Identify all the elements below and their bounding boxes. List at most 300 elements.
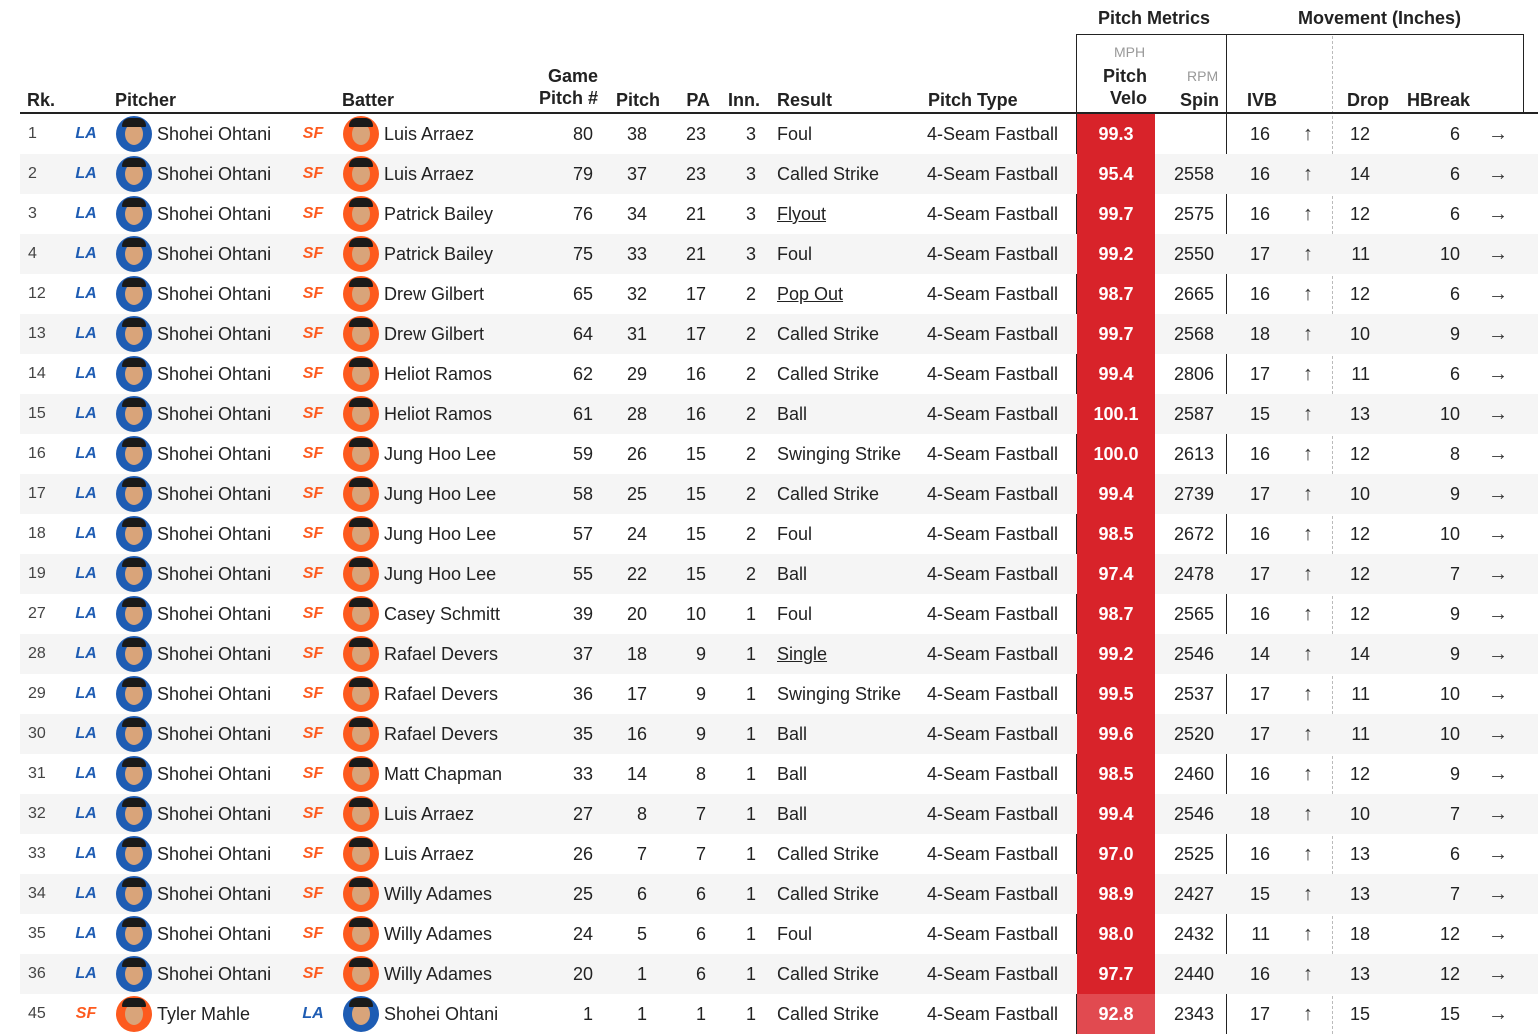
pa-cell: 21 (685, 244, 706, 264)
pitcher-avatar (116, 436, 152, 472)
pitcher-name[interactable]: Shohei Ohtani (157, 204, 272, 224)
up-arrow-icon: ↑ (1303, 843, 1313, 865)
pitcher-name[interactable]: Shohei Ohtani (157, 644, 272, 664)
table-row[interactable] (20, 354, 1538, 394)
spin-cell: 2550 (1173, 244, 1214, 264)
inn-cell: 2 (745, 524, 756, 544)
batter-name[interactable]: Jung Hoo Lee (384, 444, 497, 464)
right-arrow-icon: → (1488, 1003, 1508, 1025)
drop-cell: 14 (1349, 644, 1370, 664)
batter-name[interactable]: Jung Hoo Lee (384, 484, 497, 504)
table-row[interactable] (20, 474, 1538, 514)
rank-cell: 31 (28, 765, 46, 782)
velo-cell: 99.6 (1077, 714, 1155, 754)
drop-cell: 12 (1349, 124, 1370, 144)
spin-cell: 2525 (1173, 844, 1214, 864)
inn-cell: 1 (745, 724, 756, 744)
table-row[interactable] (20, 634, 1538, 674)
spin-cell: 2537 (1173, 684, 1214, 704)
result-cell: Foul (777, 524, 813, 544)
pitcher-avatar (116, 596, 152, 632)
spin-cell: 2558 (1173, 164, 1214, 184)
pitch-cell: 34 (626, 204, 647, 224)
table-row[interactable] (20, 434, 1538, 474)
pitcher-team-logo-icon: LA (75, 205, 97, 222)
game-pitch-cell: 36 (572, 684, 593, 704)
pitch-type-cell: 4-Seam Fastball (927, 444, 1059, 464)
pitcher-name[interactable]: Shohei Ohtani (157, 324, 272, 344)
batter-name[interactable]: Luis Arraez (384, 124, 475, 144)
velo-cell: 97.0 (1077, 834, 1155, 874)
inn-cell: 1 (745, 804, 756, 824)
batter-team-logo-icon: SF (302, 165, 324, 182)
table-row[interactable] (20, 994, 1538, 1034)
pitcher-avatar (116, 756, 152, 792)
pitcher-name[interactable]: Shohei Ohtani (157, 684, 272, 704)
pa-cell: 17 (685, 324, 706, 344)
rank-cell: 45 (28, 1005, 46, 1022)
pitcher-name[interactable]: Shohei Ohtani (157, 244, 272, 264)
table-row[interactable] (20, 114, 1538, 154)
table-row[interactable] (20, 274, 1538, 314)
up-arrow-icon: ↑ (1303, 483, 1313, 505)
avatar-cap (122, 678, 146, 687)
batter-avatar (343, 636, 379, 672)
batter-name[interactable]: Luis Arraez (384, 164, 475, 184)
avatar-cap (122, 358, 146, 367)
table-row[interactable] (20, 874, 1538, 914)
col-spin[interactable]: Spin (1180, 90, 1219, 110)
up-arrow-icon: ↑ (1303, 283, 1313, 305)
velo-cell: 99.2 (1077, 234, 1155, 274)
velo-cell: 99.7 (1077, 194, 1155, 234)
pa-cell: 6 (695, 924, 706, 944)
pitch-cell: 16 (626, 724, 647, 744)
batter-avatar (343, 916, 379, 952)
pitcher-team-logo-icon: LA (75, 805, 97, 822)
batter-team-logo-icon: SF (302, 845, 324, 862)
pitcher-avatar (116, 236, 152, 272)
pitcher-name[interactable]: Shohei Ohtani (157, 524, 272, 544)
game-pitch-cell: 20 (572, 964, 593, 984)
batter-team-logo-icon: SF (302, 405, 324, 422)
avatar-cap (349, 958, 373, 967)
pitch-type-cell: 4-Seam Fastball (927, 724, 1059, 744)
pitch-cell: 7 (636, 844, 647, 864)
pa-cell: 15 (685, 524, 706, 544)
table-row[interactable] (20, 314, 1538, 354)
col-rk[interactable]: Rk. (27, 90, 56, 110)
pitch-type-cell: 4-Seam Fastball (927, 324, 1059, 344)
inn-cell: 1 (745, 684, 756, 704)
game-pitch-cell: 57 (572, 524, 593, 544)
batter-avatar (343, 676, 379, 712)
col-pitch-velo[interactable] (1087, 65, 1147, 109)
table-row[interactable] (20, 834, 1538, 874)
table-row[interactable] (20, 514, 1538, 554)
ivb-cell: 17 (1249, 484, 1270, 504)
pitcher-name[interactable]: Shohei Ohtani (157, 804, 272, 824)
batter-avatar (343, 156, 379, 192)
batter-name[interactable]: Luis Arraez (384, 804, 475, 824)
avatar-cap (349, 478, 373, 487)
pa-cell: 10 (685, 604, 706, 624)
col-pa[interactable]: PA (686, 90, 710, 110)
batter-name[interactable]: Drew Gilbert (384, 284, 485, 304)
result-cell[interactable]: Single (777, 644, 828, 664)
rank-cell: 16 (28, 445, 46, 462)
ivb-cell: 17 (1249, 724, 1270, 744)
batter-avatar (343, 396, 379, 432)
pitcher-name[interactable]: Shohei Ohtani (157, 124, 272, 144)
spin-cell: 2478 (1173, 564, 1214, 584)
hbreak-cell: 12 (1439, 924, 1460, 944)
rank-cell: 36 (28, 965, 46, 982)
ivb-cell: 16 (1249, 524, 1270, 544)
pitcher-name[interactable]: Shohei Ohtani (157, 484, 272, 504)
pitcher-avatar (116, 996, 152, 1032)
pa-cell: 9 (695, 644, 706, 664)
game-pitch-cell: 64 (572, 324, 593, 344)
table-row[interactable] (20, 394, 1538, 434)
batter-name[interactable]: Rafael Devers (384, 644, 499, 664)
up-arrow-icon: ↑ (1303, 923, 1313, 945)
avatar-cap (122, 598, 146, 607)
game-pitch-cell: 24 (572, 924, 593, 944)
pitcher-name[interactable]: Shohei Ohtani (157, 964, 272, 984)
pitcher-team-logo-icon: LA (75, 725, 97, 742)
result-cell: Swinging Strike (777, 444, 902, 464)
up-arrow-icon: ↑ (1303, 723, 1313, 745)
pa-cell: 7 (695, 844, 706, 864)
pa-cell: 16 (685, 364, 706, 384)
avatar-cap (349, 158, 373, 167)
batter-name[interactable]: Rafael Devers (384, 724, 499, 744)
drop-cell: 12 (1349, 764, 1370, 784)
col-pitch-type[interactable]: Pitch Type (928, 90, 1018, 110)
pitch-type-cell: 4-Seam Fastball (927, 644, 1059, 664)
pitch-cell: 33 (626, 244, 647, 264)
spin-cell: 2806 (1173, 364, 1214, 384)
up-arrow-icon: ↑ (1303, 963, 1313, 985)
drop-cell: 10 (1349, 324, 1370, 344)
ivb-cell: 16 (1249, 284, 1270, 304)
game-pitch-cell: 62 (572, 364, 593, 384)
velo-cell: 99.7 (1077, 314, 1155, 354)
table-row[interactable] (20, 794, 1538, 834)
table-row[interactable] (20, 234, 1538, 274)
rank-cell: 29 (28, 685, 46, 702)
batter-team-logo-icon: SF (302, 365, 324, 382)
velo-cell: 95.4 (1077, 154, 1155, 194)
col-drop[interactable]: Drop (1347, 90, 1389, 110)
table-row[interactable] (20, 714, 1538, 754)
pitcher-avatar (116, 676, 152, 712)
game-pitch-cell: 58 (572, 484, 593, 504)
pitch-type-cell: 4-Seam Fastball (927, 604, 1059, 624)
right-arrow-icon: → (1488, 563, 1508, 585)
batter-team-logo-icon: SF (302, 325, 324, 342)
pa-cell: 15 (685, 564, 706, 584)
avatar-cap (122, 758, 146, 767)
pitcher-name[interactable]: Shohei Ohtani (157, 164, 272, 184)
right-arrow-icon: → (1488, 883, 1508, 905)
col-pitcher[interactable]: Pitcher (115, 90, 177, 110)
avatar-cap (349, 918, 373, 927)
batter-avatar (343, 716, 379, 752)
batter-avatar (343, 796, 379, 832)
drop-cell: 14 (1349, 164, 1370, 184)
spin-cell: 2613 (1173, 444, 1214, 464)
avatar-cap (349, 398, 373, 407)
pitcher-name[interactable]: Shohei Ohtani (157, 764, 272, 784)
avatar-cap (122, 998, 146, 1007)
ivb-cell: 16 (1249, 124, 1270, 144)
pitcher-name[interactable]: Shohei Ohtani (157, 364, 272, 384)
batter-avatar (343, 836, 379, 872)
drop-cell: 13 (1349, 884, 1370, 904)
batter-name[interactable]: Jung Hoo Lee (384, 524, 497, 544)
col-pitch[interactable]: Pitch (616, 90, 661, 110)
velo-cell: 99.5 (1077, 674, 1155, 714)
batter-name[interactable]: Shohei Ohtani (384, 1004, 499, 1024)
pitcher-team-logo-icon: LA (75, 165, 97, 182)
ivb-cell: 15 (1249, 404, 1270, 424)
table-row[interactable] (20, 754, 1538, 794)
right-arrow-icon: → (1488, 403, 1508, 425)
batter-team-logo-icon: SF (302, 525, 324, 542)
col-hbreak[interactable]: HBreak (1407, 90, 1471, 110)
up-arrow-icon: ↑ (1303, 1003, 1313, 1025)
pitcher-avatar (116, 916, 152, 952)
batter-name[interactable]: Rafael Devers (384, 684, 499, 704)
rank-cell: 18 (28, 525, 46, 542)
avatar-cap (349, 598, 373, 607)
col-inn[interactable]: Inn. (728, 90, 760, 110)
batter-avatar (343, 556, 379, 592)
col-batter[interactable]: Batter (342, 90, 395, 110)
ivb-cell: 16 (1249, 164, 1270, 184)
pitch-cell: 8 (636, 804, 647, 824)
batter-avatar (343, 476, 379, 512)
rank-cell: 34 (28, 885, 46, 902)
up-arrow-icon: ↑ (1303, 523, 1313, 545)
avatar-cap (349, 358, 373, 367)
inn-cell: 2 (745, 444, 756, 464)
right-arrow-icon: → (1488, 443, 1508, 465)
pitcher-name[interactable]: Shohei Ohtani (157, 564, 272, 584)
col-velo-line2: Velo (1109, 88, 1147, 108)
ivb-cell: 16 (1249, 204, 1270, 224)
table-row[interactable] (20, 554, 1538, 594)
pitch-cell: 29 (626, 364, 647, 384)
pitcher-name[interactable]: Shohei Ohtani (157, 284, 272, 304)
pa-cell: 9 (695, 684, 706, 704)
pitch-cell: 24 (626, 524, 647, 544)
ivb-cell: 16 (1249, 964, 1270, 984)
right-arrow-icon: → (1488, 683, 1508, 705)
right-arrow-icon: → (1488, 923, 1508, 945)
ivb-cell: 11 (1251, 924, 1270, 944)
spin-cell: 2546 (1173, 644, 1214, 664)
table-row[interactable] (20, 914, 1538, 954)
col-ivb[interactable]: IVB (1247, 90, 1278, 110)
batter-name[interactable]: Willy Adames (384, 964, 493, 984)
batter-name[interactable]: Willy Adames (384, 924, 493, 944)
pitch-type-cell: 4-Seam Fastball (927, 204, 1059, 224)
inn-cell: 2 (745, 564, 756, 584)
spin-cell: 2546 (1173, 804, 1214, 824)
batter-name[interactable]: Patrick Bailey (384, 204, 494, 224)
pitcher-name[interactable]: Shohei Ohtani (157, 724, 272, 744)
pitcher-avatar (116, 316, 152, 352)
avatar-cap (122, 838, 146, 847)
inn-cell: 1 (745, 884, 756, 904)
result-cell: Called Strike (777, 364, 880, 384)
spin-cell: 2587 (1173, 404, 1214, 424)
inn-cell: 3 (745, 164, 756, 184)
table-row[interactable] (20, 194, 1538, 234)
pa-cell: 21 (685, 204, 706, 224)
hbreak-cell: 8 (1449, 444, 1460, 464)
right-arrow-icon: → (1488, 963, 1508, 985)
spin-cell: 2565 (1173, 604, 1214, 624)
pitcher-name[interactable]: Shohei Ohtani (157, 884, 272, 904)
rank-cell: 13 (28, 325, 46, 342)
game-pitch-cell: 1 (582, 1004, 593, 1024)
pitch-cell: 25 (626, 484, 647, 504)
right-arrow-icon: → (1488, 243, 1508, 265)
pa-cell: 15 (685, 444, 706, 464)
up-arrow-icon: ↑ (1303, 883, 1313, 905)
game-pitch-cell: 39 (572, 604, 593, 624)
pitcher-team-logo-icon: LA (75, 565, 97, 582)
pitch-type-cell: 4-Seam Fastball (927, 884, 1059, 904)
batter-name[interactable]: Drew Gilbert (384, 324, 485, 344)
right-arrow-icon: → (1488, 363, 1508, 385)
drop-cell: 10 (1349, 484, 1370, 504)
pitch-cell: 1 (636, 964, 647, 984)
avatar-cap (122, 198, 146, 207)
batter-name[interactable]: Willy Adames (384, 884, 493, 904)
pitcher-team-logo-icon: LA (75, 885, 97, 902)
col-game-pitch[interactable] (518, 65, 598, 109)
pitcher-avatar (116, 636, 152, 672)
hbreak-cell: 6 (1449, 364, 1460, 384)
pitcher-name[interactable]: Shohei Ohtani (157, 604, 272, 624)
table-row[interactable] (20, 594, 1538, 634)
pitcher-avatar (116, 716, 152, 752)
pitcher-team-logo-icon: LA (75, 605, 97, 622)
pitcher-team-logo-icon: LA (75, 645, 97, 662)
batter-avatar (343, 876, 379, 912)
hbreak-cell: 7 (1449, 564, 1460, 584)
pitch-type-cell: 4-Seam Fastball (927, 564, 1059, 584)
pitcher-name[interactable]: Shohei Ohtani (157, 844, 272, 864)
up-arrow-icon: ↑ (1303, 603, 1313, 625)
velo-cell: 98.5 (1077, 754, 1155, 794)
batter-name[interactable]: Casey Schmitt (384, 604, 501, 624)
pitcher-name[interactable]: Shohei Ohtani (157, 404, 272, 424)
result-cell[interactable]: Pop Out (777, 284, 844, 304)
batter-team-logo-icon: SF (302, 245, 324, 262)
batter-name[interactable]: Matt Chapman (384, 764, 503, 784)
ivb-cell: 16 (1249, 604, 1270, 624)
hbreak-cell: 6 (1449, 124, 1460, 144)
batter-name[interactable]: Jung Hoo Lee (384, 564, 497, 584)
batter-name[interactable]: Heliot Ramos (384, 404, 493, 424)
drop-cell: 13 (1349, 404, 1370, 424)
pitch-cell: 26 (626, 444, 647, 464)
result-cell: Called Strike (777, 1004, 880, 1024)
pa-cell: 8 (695, 764, 706, 784)
pitcher-avatar (116, 796, 152, 832)
pitch-type-cell: 4-Seam Fastball (927, 924, 1059, 944)
batter-avatar (343, 316, 379, 352)
right-arrow-icon: → (1488, 643, 1508, 665)
batter-name[interactable]: Luis Arraez (384, 844, 475, 864)
pitcher-team-logo-icon: LA (75, 765, 97, 782)
ivb-cell: 16 (1249, 444, 1270, 464)
batter-name[interactable]: Patrick Bailey (384, 244, 494, 264)
spin-unit: RPM (1187, 68, 1219, 84)
avatar-cap (122, 318, 146, 327)
col-result[interactable]: Result (777, 90, 833, 110)
pitch-type-cell: 4-Seam Fastball (927, 764, 1059, 784)
drop-cell: 12 (1349, 444, 1370, 464)
ivb-cell: 17 (1249, 564, 1270, 584)
velo-cell: 99.4 (1077, 354, 1155, 394)
rank-cell: 32 (28, 805, 46, 822)
hbreak-cell: 10 (1439, 724, 1460, 744)
velo-cell: 99.3 (1077, 114, 1155, 154)
velo-cell: 100.1 (1077, 394, 1155, 434)
table-row[interactable] (20, 154, 1538, 194)
batter-name[interactable]: Heliot Ramos (384, 364, 493, 384)
spin-cell: 2440 (1173, 964, 1214, 984)
result-cell[interactable]: Flyout (777, 204, 827, 224)
drop-cell: 11 (1351, 244, 1370, 264)
pa-cell: 9 (695, 724, 706, 744)
velo-cell: 98.7 (1077, 274, 1155, 314)
hbreak-cell: 10 (1439, 684, 1460, 704)
inn-cell: 2 (745, 484, 756, 504)
up-arrow-icon: ↑ (1303, 403, 1313, 425)
movement-right-border (1523, 34, 1524, 114)
game-pitch-cell: 25 (572, 884, 593, 904)
inn-cell: 1 (745, 844, 756, 864)
pitcher-name[interactable]: Shohei Ohtani (157, 924, 272, 944)
hbreak-cell: 9 (1449, 604, 1460, 624)
pitcher-name[interactable]: Tyler Mahle (157, 1004, 251, 1024)
metrics-box-top (1076, 34, 1524, 35)
batter-avatar (343, 356, 379, 392)
pitcher-name[interactable]: Shohei Ohtani (157, 444, 272, 464)
pitch-type-cell: 4-Seam Fastball (927, 684, 1059, 704)
hbreak-cell: 10 (1439, 404, 1460, 424)
ivb-cell: 17 (1249, 684, 1270, 704)
result-cell: Called Strike (777, 164, 880, 184)
hbreak-cell: 9 (1449, 324, 1460, 344)
result-cell: Ball (777, 724, 808, 744)
table-row[interactable] (20, 674, 1538, 714)
avatar-cap (122, 798, 146, 807)
game-pitch-cell: 65 (572, 284, 593, 304)
batter-avatar (343, 276, 379, 312)
game-pitch-cell: 37 (572, 644, 593, 664)
pitcher-avatar (116, 956, 152, 992)
table-row[interactable] (20, 954, 1538, 994)
